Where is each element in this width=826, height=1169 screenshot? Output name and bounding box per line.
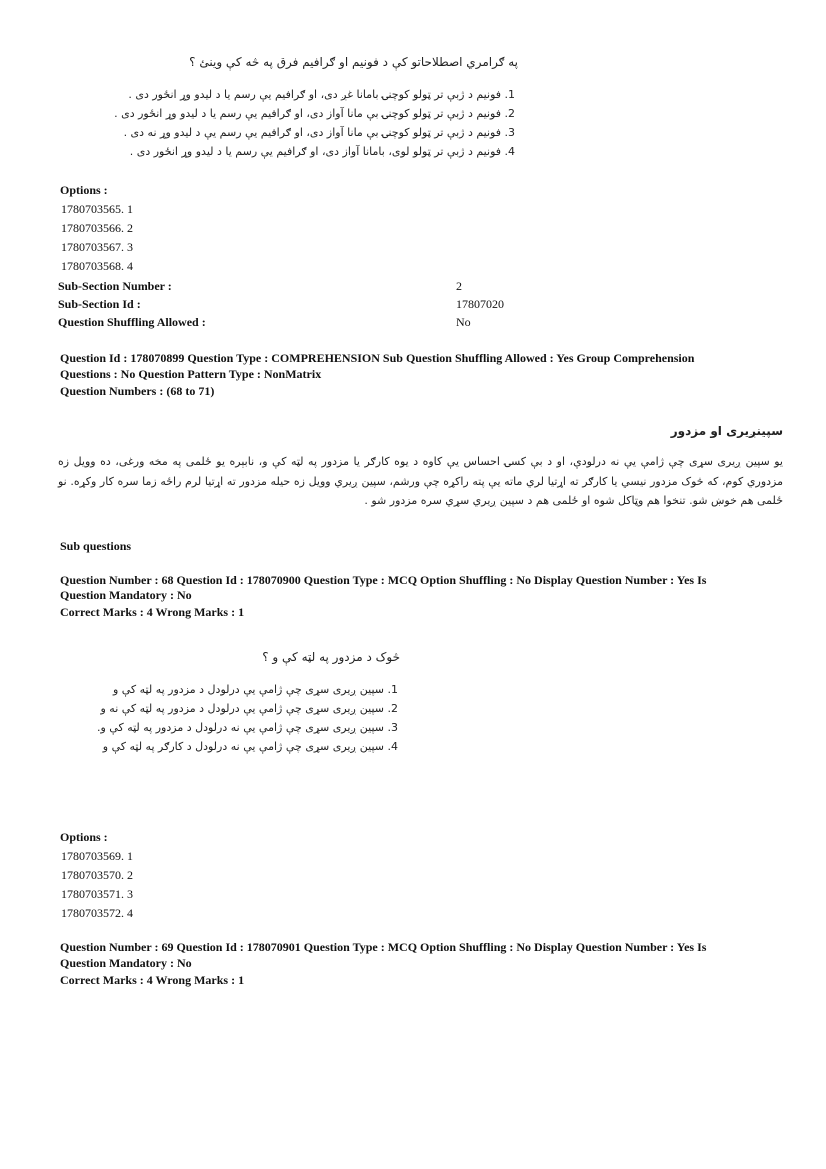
question-text: په ګرامري اصطلاحاتو کې د فونيم او ګرافيم فرق په څه کې وينئ ؟ <box>189 55 518 69</box>
subsection-id-label: Sub-Section Id : <box>58 297 141 311</box>
answer-choice: 2. سپين ږيری سړی چې ژامې يې درلودل د مزدور په لټه کې نه و <box>100 702 398 715</box>
group-info-line: Questions : No Question Pattern Type : NonMatrix <box>60 367 322 381</box>
answer-choice: 2. فونيم د ژبې تر ټولو کوچنۍ بې مانا آواز دی، او ګرافيم يې رسم يا د ليدو وړ انځور دی . <box>114 107 515 120</box>
option-id: 1780703570. 2 <box>61 868 133 882</box>
option-id: 1780703565. 1 <box>61 202 133 216</box>
option-id: 1780703566. 2 <box>61 221 133 235</box>
option-id: 1780703568. 4 <box>61 259 133 273</box>
passage-body: يو سپين ږيری سړی چې ژامې يې نه درلودې، او د بې کسۍ احساس يې کاوه د يوه کارګر يا مزدور په لټه کې و، نابېره يو ځلمی په مخه ورغی، ده وويل زه مزدوري کوم، که څوک مزدور نيسي يا کارګر ته اړتيا لري ماته يې پته راکړه چې ورشم، سپين ږيري وويل زه حيله مزدور ته اړتيا لرم راځه زما سره کار وکړه. نو ځلمی هم خوښ شو. تنخوا هم وټاکل شوه او ځلمی هم د سپين ږيري سړي سره مزدور شو . <box>58 455 783 507</box>
question-info-line: Correct Marks : 4 Wrong Marks : 1 <box>60 973 245 987</box>
passage-title: سپينږيری او مزدور <box>670 424 783 438</box>
options-label: Options : <box>60 183 108 197</box>
subsection-number: 2 <box>456 279 462 293</box>
subsection-number-label: Sub-Section Number : <box>58 279 172 293</box>
question-info-line: Question Number : 68 Question Id : 178070900 Question Type : MCQ Option Shuffling : No Display Question Number : Yes Is <box>60 573 707 587</box>
sub-questions-label: Sub questions <box>60 539 132 553</box>
answer-choice: 4. سپين ږيری سړی چې ژامې يې نه درلودل د کارګر په لټه کې و <box>102 740 398 753</box>
shuffle-value: No <box>456 315 471 329</box>
shuffle-label: Question Shuffling Allowed : <box>58 315 206 329</box>
answer-choice: 1. سپين ږيری سړی چې ژامې يې درلودل د مزدور په لټه کې و <box>112 683 398 696</box>
answer-choice: 3. سپين ږيری سړی چې ژامې يې نه درلودل د مزدور په لټه کې و. <box>97 721 398 734</box>
subsection-id: 17807020 <box>456 297 504 311</box>
option-id: 1780703572. 4 <box>61 906 133 920</box>
question-info-line: Question Number : 69 Question Id : 178070901 Question Type : MCQ Option Shuffling : No Display Question Number : Yes Is <box>60 940 707 954</box>
question-text: څوک د مزدور په لټه کې و ؟ <box>262 650 400 664</box>
question-info-line: Question Mandatory : No <box>60 588 192 602</box>
answer-choice: 3. فونيم د ژبې تر ټولو کوچنۍ بې مانا آواز دی، او ګرافيم يې رسم يې د ليدو وړ نه دی . <box>123 126 515 139</box>
question-info-line: Correct Marks : 4 Wrong Marks : 1 <box>60 605 245 619</box>
options-label: Options : <box>60 830 108 844</box>
option-id: 1780703569. 1 <box>61 849 133 863</box>
answer-choice: 4. فونيم د ژبې تر ټولو لوی، بامانا آواز دی، او ګرافيم يې رسم يا د ليدو وړ انځور دی . <box>129 145 515 158</box>
question-info-line: Question Mandatory : No <box>60 956 192 970</box>
option-id: 1780703571. 3 <box>61 887 133 901</box>
option-id: 1780703567. 3 <box>61 240 133 254</box>
group-info-line: Question Id : 178070899 Question Type : COMPREHENSION Sub Question Shuffling Allowed : Yes Group Comprehension <box>60 351 695 365</box>
answer-choice: 1. فونيم د ژبې تر ټولو کوچنۍ بامانا غږ دی، او ګرافيم يې رسم يا د ليدو وړ انځور دی . <box>128 88 515 101</box>
group-info-line: Question Numbers : (68 to 71) <box>60 384 215 398</box>
